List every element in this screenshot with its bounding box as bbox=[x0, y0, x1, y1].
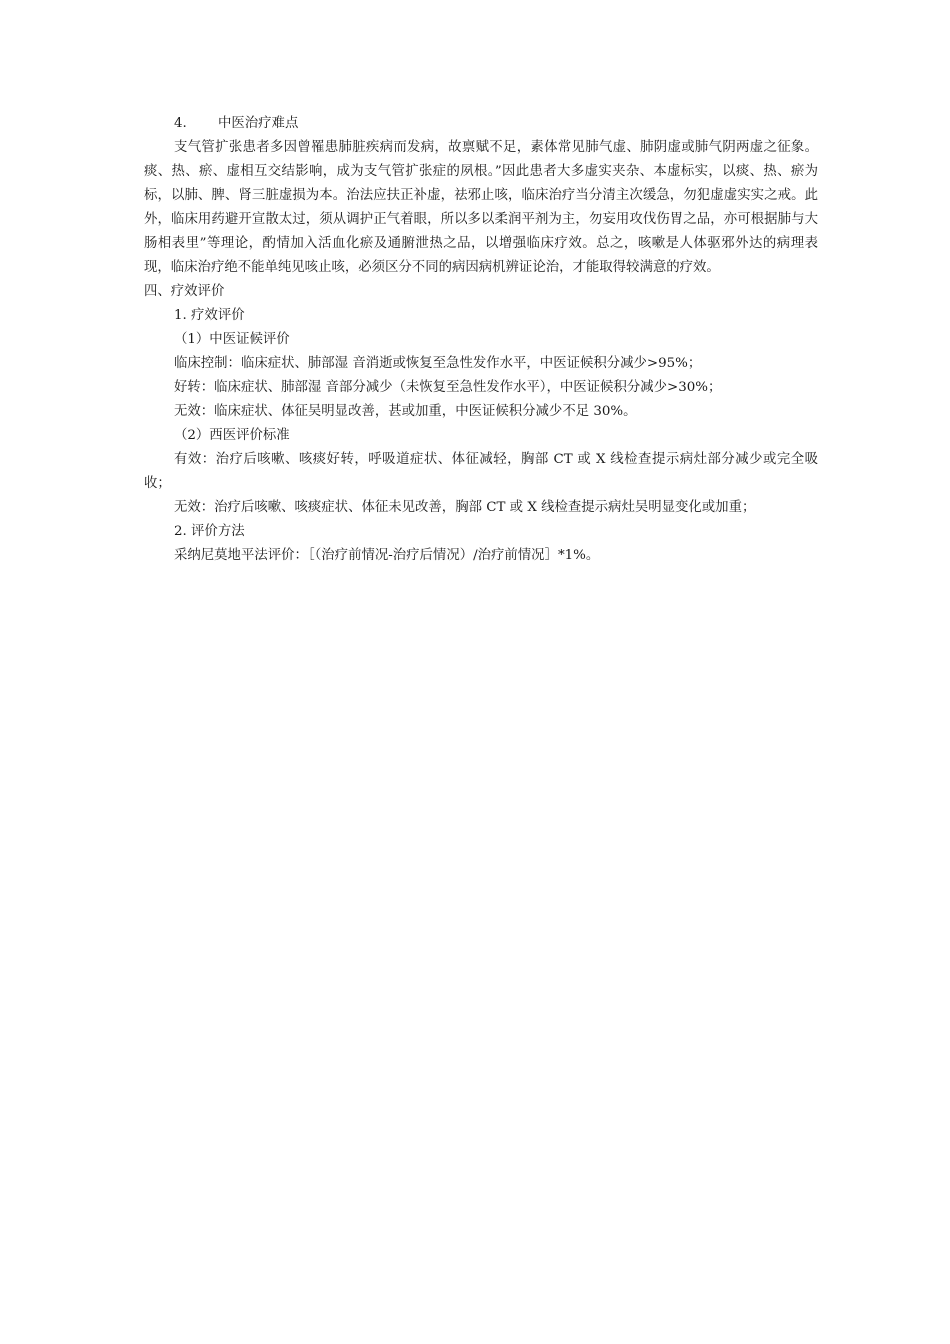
western-effective-block bbox=[144, 448, 818, 496]
evaluation-method-formula: 采纳尼莫地平法评价：［（治疗前情况-治疗后情况）/治疗前情况］*1%。 bbox=[174, 548, 600, 563]
section-4-body: 支气管扩张患者多因曾罹患肺脏疾病而发病，故禀赋不足，素体常见肺气虚、肺阴虚或肺气阴两虚之征象。痰、热、瘀、虚相互交结影响，成为支气管扩张症的夙根。”因此患者大多虚实夹杂、本虚标实，以痰、热、瘀为标，以肺、脾、肾三脏虚损为本。治法应扶正补虚，祛邪止咳，临床治疗当分清主次缓急，勿犯虚虚实实之戒。此外，临床用药避开宣散太过，须从调护正气着眼，所以多以柔润平剂为主，勿妄用攻伐伤胃之品，亦可根据肺与大肠相表里”等理论，酌情加入活血化瘀及通腑泄热之品，以增强临床疗效。总之，咳嗽是人体驱邪外达的病理表现，临床治疗绝不能单纯见咳止咳，必须区分不同的病因病机辨证论治，才能取得较满意的疗效。 bbox=[144, 140, 818, 275]
document-page bbox=[144, 112, 818, 568]
tcm-evaluation-heading: （1）中医证候评价 bbox=[174, 332, 290, 347]
western-ineffective: 无效：治疗后咳嗽、咳痰症状、体征未见改善，胸部 CT 或 X 线检查提示病灶吴明显变化或加重； bbox=[174, 500, 756, 515]
western-evaluation-heading: （2）西医评价标准 bbox=[174, 428, 290, 443]
tcm-item-improved: 好转：临床症状、肺部湿 音部分减少（未恢复至急性发作水平），中医证候积分减少>30%； bbox=[174, 380, 722, 395]
western-effective: 有效：治疗后咳嗽、咳痰好转，呼吸道症状、体征减轻，胸部 CT 或 X 线检查提示病灶部分减少或完全吸收； bbox=[144, 452, 818, 491]
tcm-item-clinical-control: 临床控制：临床症状、肺部湿 音消逝或恢复至急性发作水平，中医证候积分减少>95%； bbox=[174, 356, 702, 371]
section-iv-heading: 四、疗效评价 bbox=[144, 284, 225, 299]
section-4-number: 4. bbox=[174, 116, 187, 131]
tcm-item-ineffective: 无效：临床症状、体征吴明显改善，甚或加重，中医证候积分减少不足 30%。 bbox=[174, 404, 637, 419]
section-4-heading bbox=[144, 112, 818, 136]
section-4-body-block bbox=[144, 136, 818, 280]
subsection-1-heading: 1. 疗效评价 bbox=[174, 308, 245, 323]
subsection-2-heading: 2. 评价方法 bbox=[174, 524, 245, 539]
section-4-title: 中医治疗难点 bbox=[218, 116, 299, 131]
